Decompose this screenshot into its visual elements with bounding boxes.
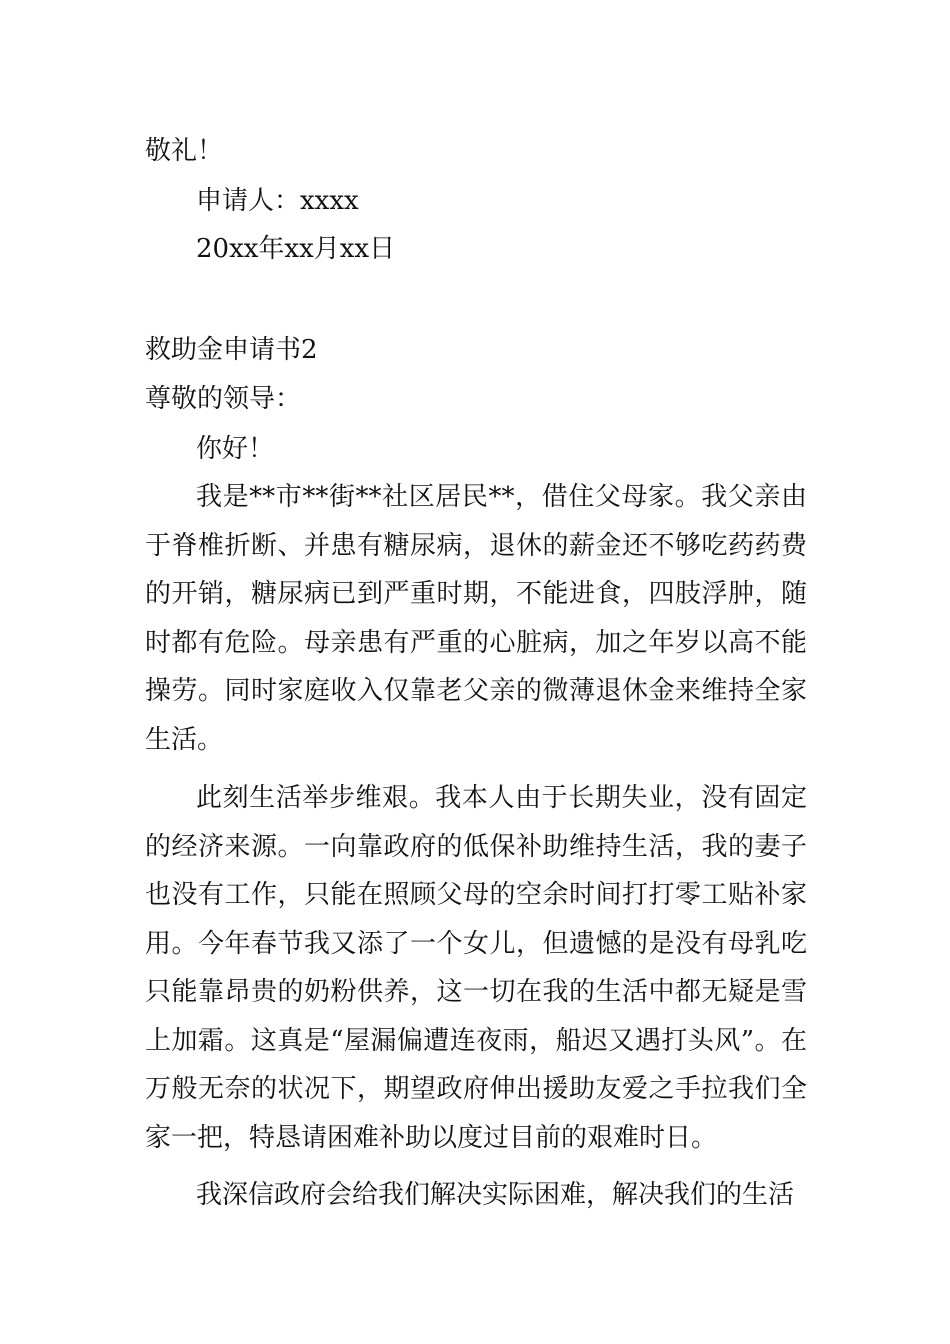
letter-date: 20xx年xx月xx日 xyxy=(196,234,396,264)
body-paragraph-3: 我深信政府会给我们解决实际困难，解决我们的生活 xyxy=(196,1180,795,1210)
body-paragraph-2: 此刻生活举步维艰。我本人由于长期失业，没有固定的经济来源。一向靠政府的低保补助维持生活，我的妻子也没有工作，只能在照顾父母的空余时间打打零工贴补家用。今年春节我又添了一个女儿，但遗憾的是没有母乳吃只能靠昂贵的奶粉供养，这一切在我的生活中都无疑是雪上加霜。这真是“屋漏偏遭连夜雨，船迟又遇打头风”。在万般无奈的状况下，期望政府伸出援助友爱之手拉我们全家一把，特恳请困难补助以度过目前的艰难时日。 xyxy=(145,783,807,1153)
letter-title: 救助金申请书2 xyxy=(145,335,318,365)
letter-greeting: 你好！ xyxy=(196,434,275,464)
letter-addressee: 尊敬的领导： xyxy=(145,384,302,414)
closing-salute: 敬礼！ xyxy=(145,136,224,166)
body-paragraph-1: 我是**市**街**社区居民**，借住父母家。我父亲由于脊椎折断、并患有糖尿病，退休的薪金还不够吃药药费的开销，糖尿病已到严重时期，不能进食，四肢浮肿，随时都有危险。母亲患有严重的心脏病，加之年岁以高不能操劳。同时家庭收入仅靠老父亲的微薄退休金来维持全家生活。 xyxy=(145,482,807,755)
applicant-signature: 申请人：xxxx xyxy=(196,186,359,216)
